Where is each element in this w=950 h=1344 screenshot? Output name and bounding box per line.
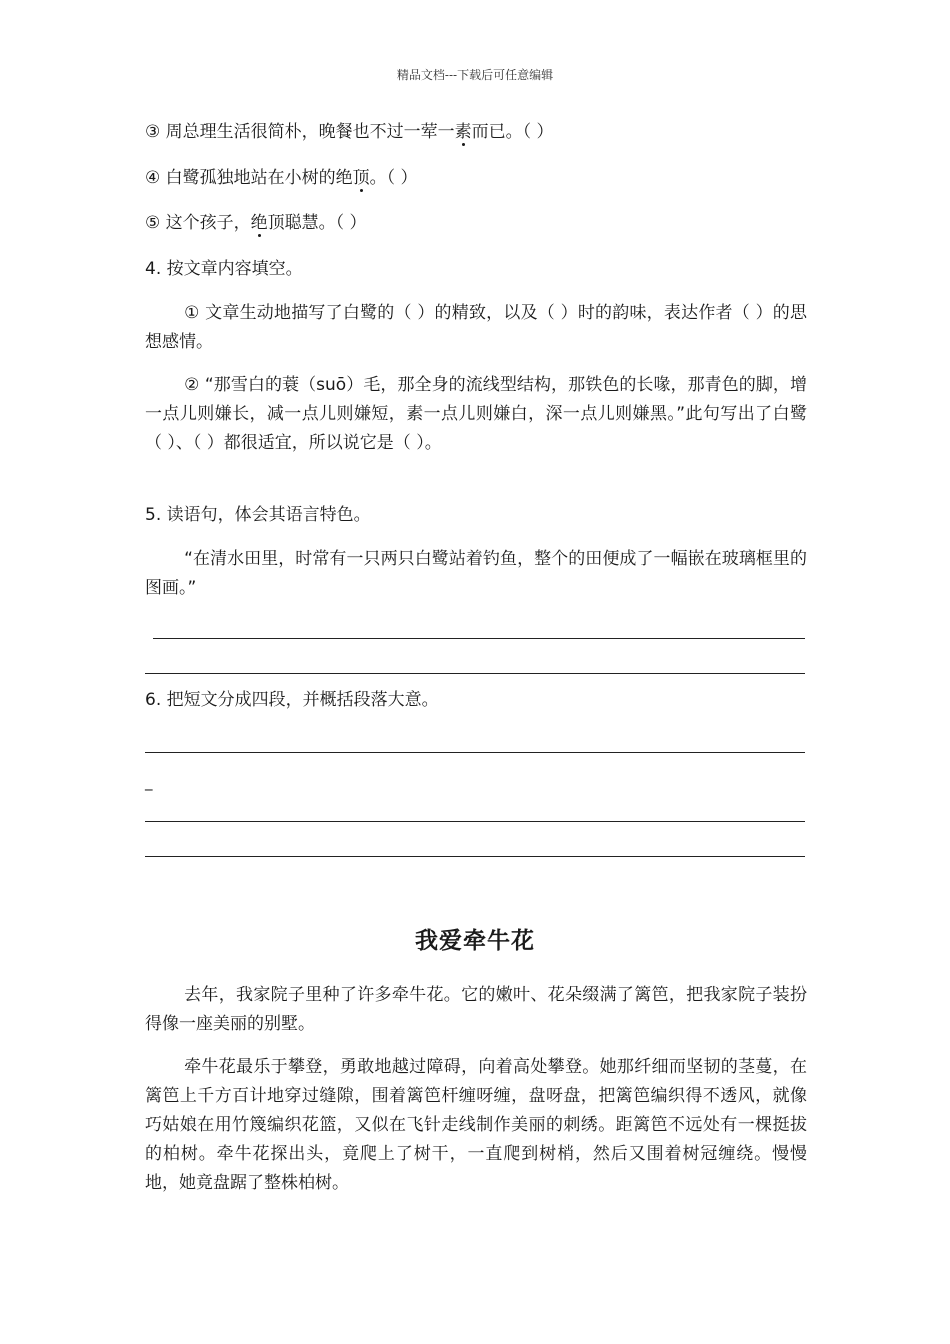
page-header: 精品文档---下载后可任意编辑 [396,68,554,82]
question-3-item-3: ③ 周总理生活很简朴，晚餐也不过一荤一素而已。（ ） [145,122,554,142]
stray-underscore: _ [145,773,153,791]
emphasis-dot-char: 绝 [250,213,268,233]
answer-line[interactable] [145,856,805,857]
answer-line[interactable] [145,673,805,674]
emphasis-dot-char: 素 [454,122,472,142]
emphasis-dot-char: 顶 [352,168,370,188]
question-3-item-5: ⑤ 这个孩子，绝顶聪慧。（ ） [145,213,367,233]
answer-line[interactable] [153,638,805,639]
question-5-quote: “在清水田里，时常有一只两只白鹭站着钓鱼，整个的田便成了一幅嵌在玻璃框里的图画。” [145,549,807,598]
answer-line[interactable] [145,752,805,753]
question-3-item-4: ④ 白鹭孤独地站在小树的绝顶。（ ） [145,168,418,188]
article-paragraph-1: 去年，我家院子里种了许多牵牛花。它的嫩叶、花朵缀满了篱笆，把我家院子装扮得像一座美丽的别墅。 [145,985,807,1034]
question-4-part-2: ② “那雪白的蓑（suō）毛，那全身的流线型结构，那铁色的长喙，那青色的脚，增一点儿则嫌长，减一点儿则嫌短，素一点儿则嫌白，深一点儿则嫌黑。”此句写出了白鹭（ ）、（ ）都很适宜，所以说它是（ ）。 [145,375,807,453]
question-5-heading: 5. 读语句，体会其语言特色。 [145,505,371,525]
article-title: 我爱牵牛花 [415,928,535,954]
article-paragraph-2: 牵牛花最乐于攀登，勇敢地越过障碍，向着高处攀登。她那纤细而坚韧的茎蔓，在篱笆上千方百计地穿过缝隙，围着篱笆杆缠呀缠，盘呀盘，把篱笆编织得不透风，就像巧姑娘在用竹篾编织花篮，又似在飞针走线制作美丽的刺绣。距篱笆不远处有一棵挺拔的柏树。牵牛花探出头，竟爬上了树干，一直爬到树梢，然后又围着树冠缠绕。慢慢地，她竟盘踞了整株柏树。 [145,1057,807,1193]
question-6-heading: 6. 把短文分成四段，并概括段落大意。 [145,690,439,710]
answer-line[interactable] [145,821,805,822]
question-4-part-1: ① 文章生动地描写了白鹭的（ ）的精致，以及（ ）时的韵味，表达作者（ ）的思想感情。 [145,303,807,352]
question-4-heading: 4. 按文章内容填空。 [145,259,303,279]
